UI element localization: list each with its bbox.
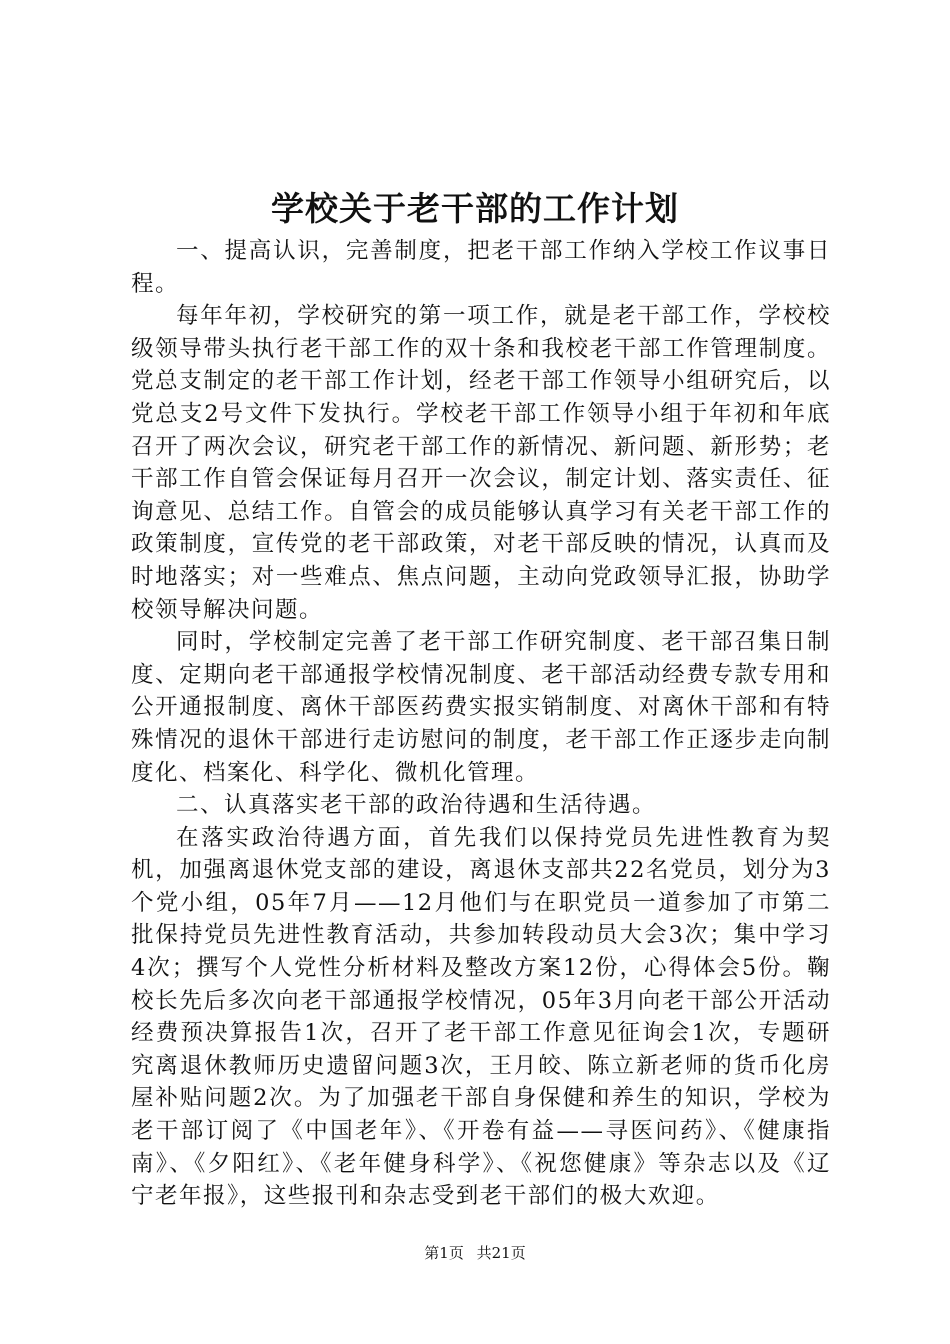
paragraph: 同时，学校制定完善了老干部工作研究制度、老干部召集日制度、定期向老干部通报学校情况制度、老干部活动经费专款专用和公开通报制度、离休干部医药费实报实销制度、对离休干部和有特殊情况的退休干部进行走访慰问的制度，老干部工作正逐步走向制度化、档案化、科学化、微机化管理。	[131, 629, 831, 786]
paragraph: 每年年初，学校研究的第一项工作，就是老干部工作，学校校级领导带头执行老干部工作的双十条和我校老干部工作管理制度。党总支制定的老干部工作计划，经老干部工作领导小组研究后，以党总支2号文件下发执行。学校老干部工作领导小组于年初和年底召开了两次会议，研究老干部工作的新情况、新问题、新形势；老干部工作自管会保证每月召开一次会议，制定计划、落实责任、征询意见、总结工作。自管会的成员能够认真学习有关老干部工作的政策制度，宣传党的老干部政策，对老干部反映的情况，认真而及时地落实；对一些难点、焦点问题，主动向党政领导汇报，协助学校领导解决问题。	[131, 303, 831, 623]
page-total: 共21页	[476, 1244, 526, 1262]
page-footer	[0, 1242, 950, 1264]
document-body	[131, 235, 831, 1213]
page-number: 第1页	[424, 1244, 464, 1262]
section-heading-1: 一、提高认识，完善制度，把老干部工作纳入学校工作议事日程。	[131, 238, 831, 297]
section-heading-2: 二、认真落实老干部的政治待遇和生活待遇。	[176, 792, 657, 819]
paragraph: 在落实政治待遇方面，首先我们以保持党员先进性教育为契机，加强离退休党支部的建设，离退休支部共22名党员，划分为3个党小组，05年7月——12月他们与在职党员一道参加了市第二批保持党员先进性教育活动，共参加转段动员大会3次；集中学习4次；撰写个人党性分析材料及整改方案12份，心得体会5份。鞠校长先后多次向老干部通报学校情况，05年3月向老干部公开活动经费预决算报告1次，召开了老干部工作意见征询会1次，专题研究离退休教师历史遗留问题3次，王月皎、陈立新老师的货币化房屋补贴问题2次。为了加强老干部自身保健和养生的知识，学校为老干部订阅了《中国老年》、《开卷有益——寻医问药》、《健康指南》、《夕阳红》、《老年健身科学》、《祝您健康》等杂志以及《辽宁老年报》，这些报刊和杂志受到老干部们的极大欢迎。	[131, 824, 831, 1210]
document-title: 学校关于老干部的工作计划	[271, 189, 679, 228]
